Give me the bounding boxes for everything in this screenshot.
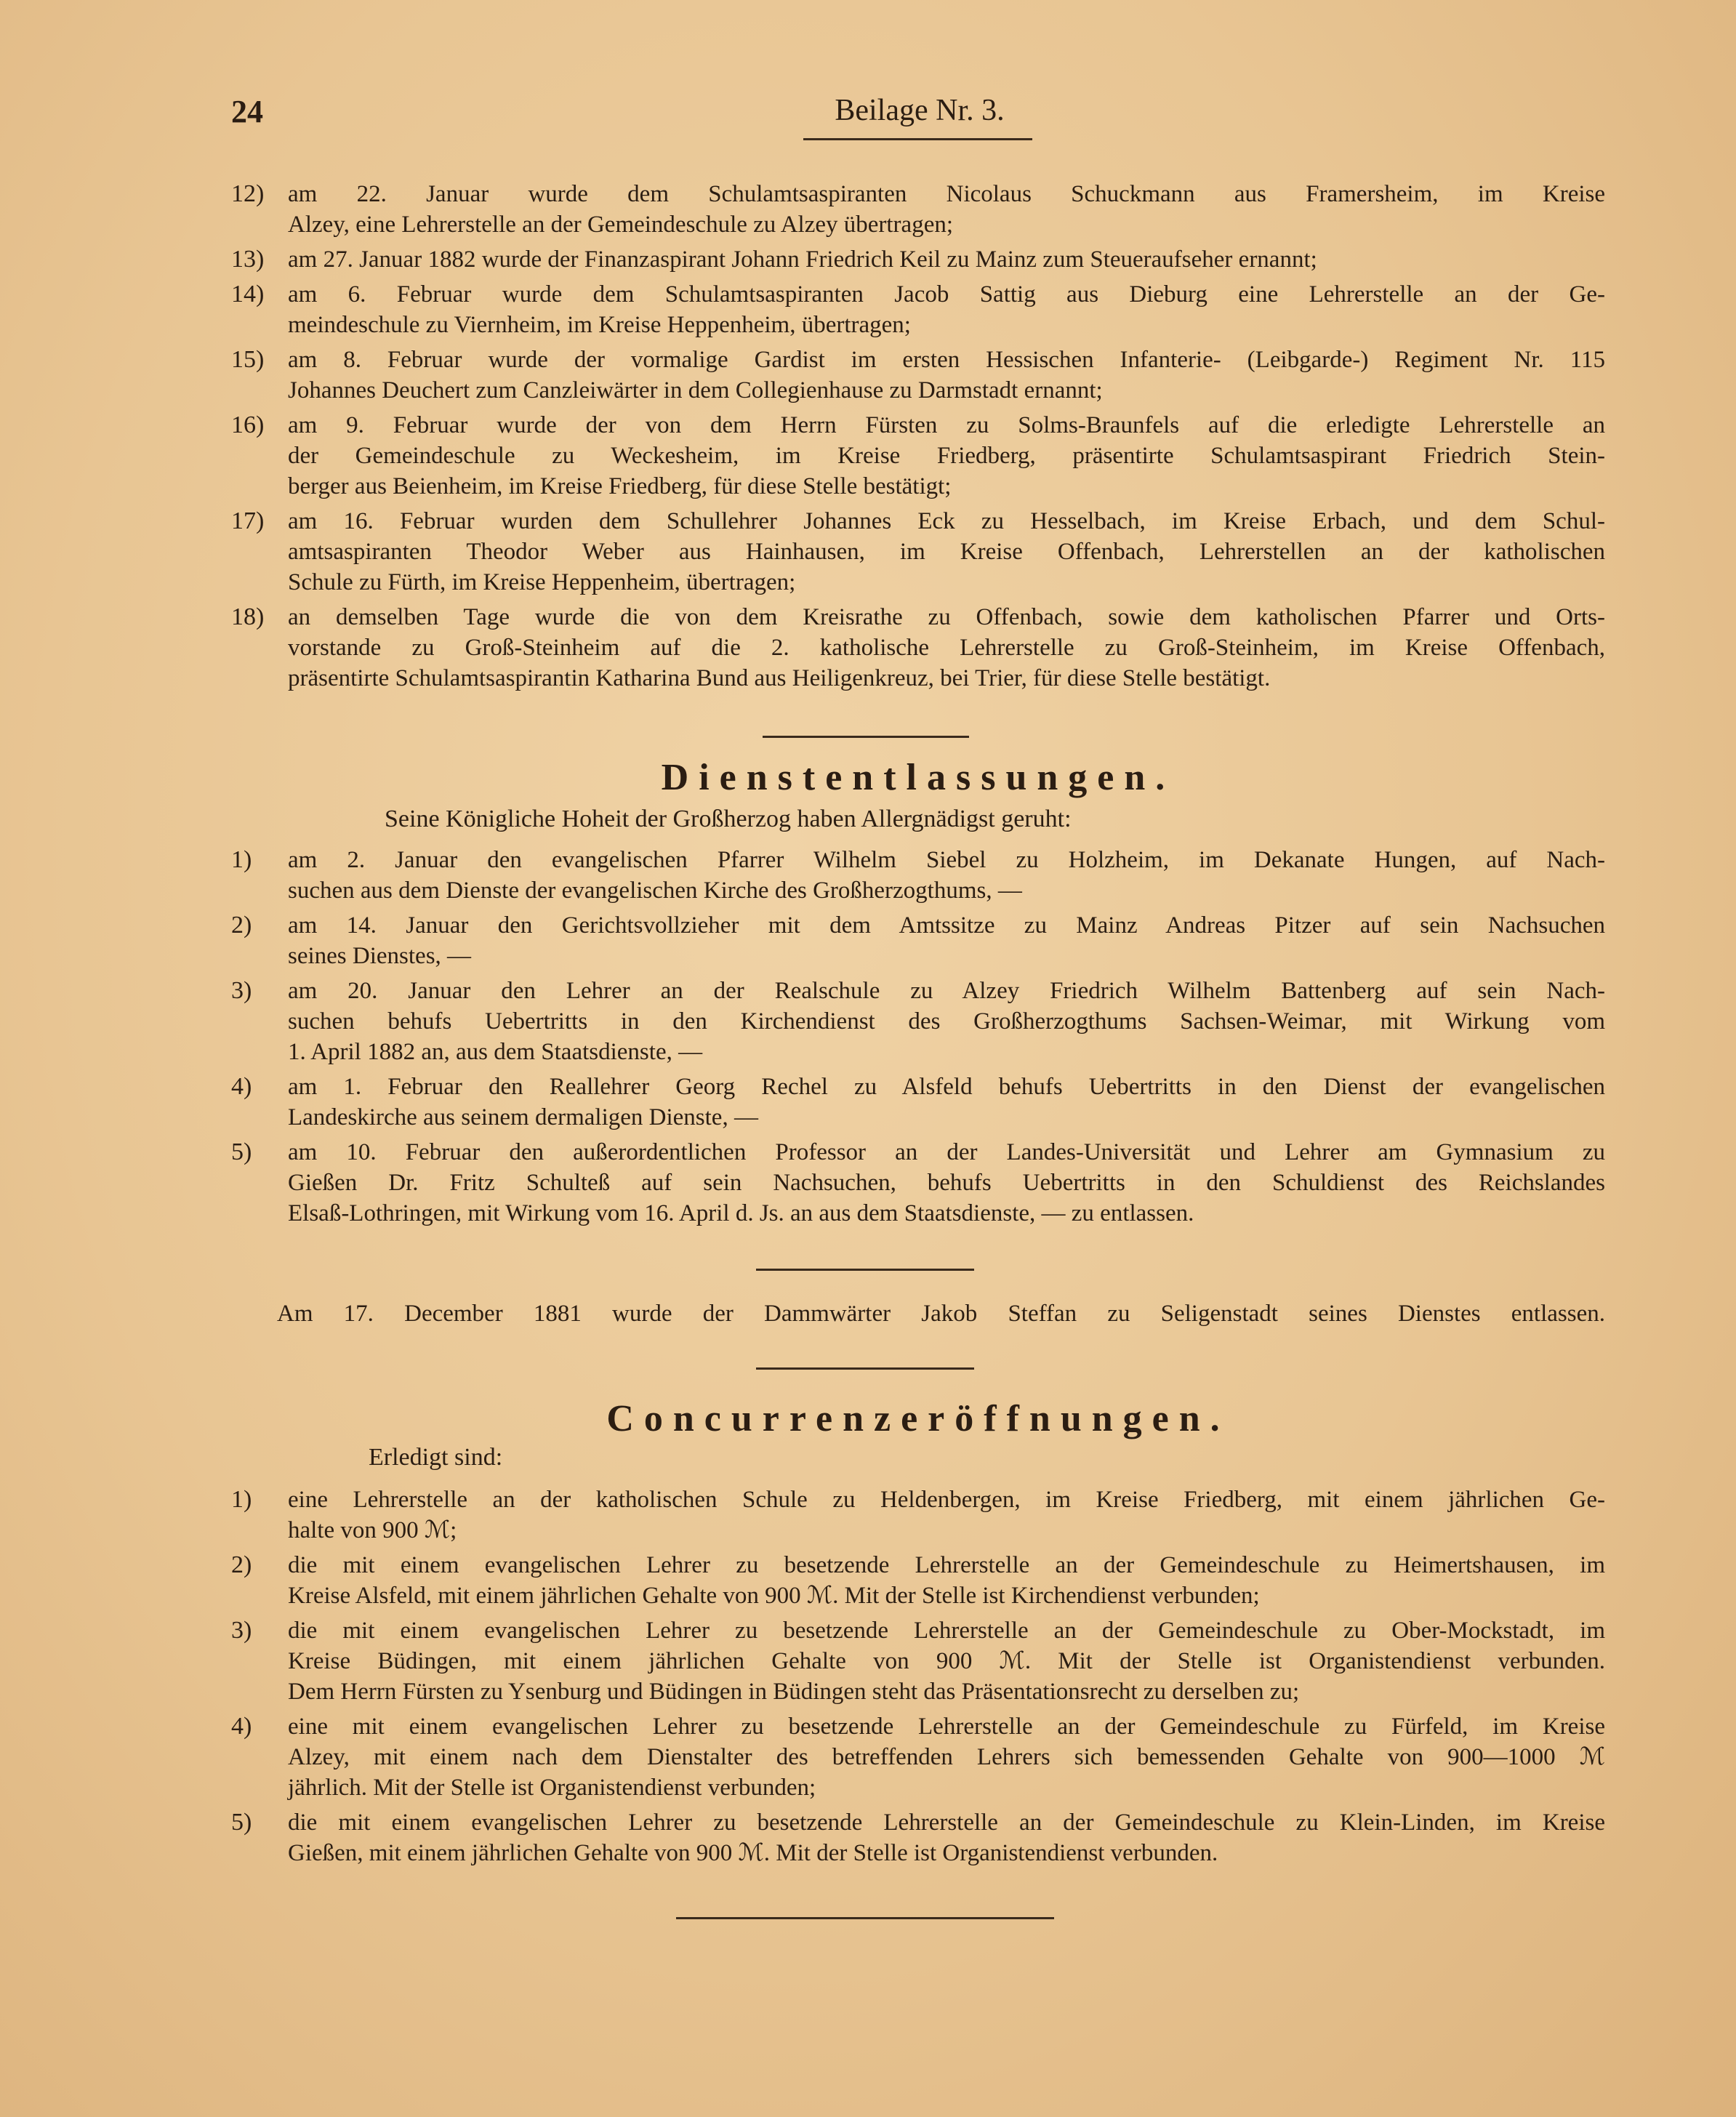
list-item bbox=[231, 1072, 1605, 1133]
text-line: die mit einem evangelischen Lehrer zu besetzende Lehrerstelle an der Gemeindeschule zu Heimertshausen, im bbox=[288, 1552, 1605, 1578]
list-item bbox=[231, 1485, 1605, 1546]
item-number: 13) bbox=[231, 246, 265, 273]
text-line: am 1. Februar den Reallehrer Georg Rechel zu Alsfeld behufs Uebertritts in den Dienst der evangelischen bbox=[288, 1074, 1605, 1100]
text-line: suchen aus dem Dienste der evangelischen Kirche des Großherzogthums, — bbox=[288, 877, 1022, 904]
item-text bbox=[288, 1485, 1605, 1546]
item-number: 18) bbox=[231, 603, 265, 630]
list-item bbox=[231, 1711, 1605, 1803]
item-number: 14) bbox=[231, 281, 265, 308]
text-line: jährlich. Mit der Stelle ist Organistendienst verbunden; bbox=[288, 1775, 816, 1801]
text-line: am 2. Januar den evangelischen Pfarrer Wilhelm Siebel zu Holzheim, im Dekanate Hungen, auf Nach- bbox=[288, 847, 1605, 873]
item-text bbox=[288, 506, 1605, 598]
vacancies-intro: Erledigt sind: bbox=[369, 1444, 503, 1471]
item-number: 1) bbox=[231, 1486, 252, 1513]
item-text bbox=[288, 1711, 1605, 1803]
item-text bbox=[288, 279, 1605, 340]
item-number: 2) bbox=[231, 1551, 252, 1578]
item-number: 1) bbox=[231, 846, 252, 873]
text-line: am 9. Februar wurde der von dem Herrn Fürsten zu Solms-Braunfels auf die erledigte Lehrerstelle an bbox=[288, 412, 1605, 438]
list-item bbox=[231, 1550, 1605, 1611]
text-line: am 10. Februar den außerordentlichen Professor an der Landes-Universität und Lehrer am Gymnasium zu bbox=[288, 1139, 1605, 1165]
item-text bbox=[288, 1807, 1605, 1868]
list-item bbox=[231, 910, 1605, 971]
list-item bbox=[231, 976, 1605, 1067]
text-line: der Gemeindeschule zu Weckesheim, im Kreise Friedberg, präsentirte Schulamtsaspirant Friedrich Stein- bbox=[288, 443, 1605, 469]
item-text bbox=[288, 910, 1605, 971]
text-line: am 6. Februar wurde dem Schulamtsaspiranten Jacob Sattig aus Dieburg eine Lehrerstelle an der Ge- bbox=[288, 281, 1605, 308]
text-line: am 14. Januar den Gerichtsvollzieher mit dem Amtssitze zu Mainz Andreas Pitzer auf sein Nachsuchen bbox=[288, 912, 1605, 939]
item-text bbox=[288, 345, 1605, 406]
text-line: 1. April 1882 an, aus dem Staatsdienste, — bbox=[288, 1039, 703, 1065]
list-item bbox=[231, 506, 1605, 598]
item-number: 17) bbox=[231, 507, 265, 534]
list-item bbox=[231, 279, 1605, 340]
page-number: 24 bbox=[231, 94, 263, 129]
text-line: eine mit einem evangelischen Lehrer zu besetzende Lehrerstelle an der Gemeindeschule zu Fürfeld, im Kreise bbox=[288, 1714, 1605, 1740]
text-line: Johannes Deuchert zum Canzleiwärter in dem Collegienhause zu Darmstadt ernannt; bbox=[288, 377, 1103, 403]
closing-rule bbox=[676, 1917, 1054, 1919]
text-line: am 20. Januar den Lehrer an der Realschule zu Alzey Friedrich Wilhelm Battenberg auf sein Nach- bbox=[288, 978, 1605, 1004]
text-line: an demselben Tage wurde die von dem Kreisrathe zu Offenbach, sowie dem katholischen Pfarrer und Orts- bbox=[288, 604, 1605, 630]
item-number: 12) bbox=[231, 180, 265, 207]
text-line: Alzey, mit einem nach dem Dienstalter des betreffenden Lehrers sich bemessenden Gehalte von 900—1000 ℳ bbox=[288, 1744, 1605, 1770]
text-line: amtsaspiranten Theodor Weber aus Hainhausen, im Kreise Offenbach, Lehrerstellen an der katholischen bbox=[288, 539, 1605, 565]
item-number: 15) bbox=[231, 346, 265, 373]
section-divider bbox=[756, 1269, 974, 1271]
text-line: am 22. Januar wurde dem Schulamtsaspiranten Nicolaus Schuckmann aus Framersheim, im Kreise bbox=[288, 181, 1605, 207]
item-number: 5) bbox=[231, 1138, 252, 1165]
section-heading-dismissals: Dienstentlassungen. bbox=[661, 757, 1176, 798]
text-line: Elsaß-Lothringen, mit Wirkung vom 16. April d. Js. an aus dem Staatsdienste, — zu entlassen. bbox=[288, 1200, 1194, 1226]
item-text bbox=[288, 410, 1605, 502]
text-line: Kreise Büdingen, mit einem jährlichen Gehalte von 900 ℳ. Mit der Stelle ist Organistendienst verbunden. bbox=[288, 1648, 1605, 1674]
dismissal-note: Am 17. December 1881 wurde der Dammwärter Jakob Steffan zu Seligenstadt seines Dienstes entlassen. bbox=[277, 1301, 1605, 1327]
dismissals-list bbox=[231, 840, 1605, 1229]
text-line: Dem Herrn Fürsten zu Ysenburg und Büdingen in Büdingen steht das Präsentationsrecht zu derselben zu; bbox=[288, 1679, 1300, 1705]
text-line: am 16. Februar wurden dem Schullehrer Johannes Eck zu Hesselbach, im Kreise Erbach, und dem Schul- bbox=[288, 508, 1605, 534]
list-item bbox=[231, 179, 1605, 240]
item-number: 4) bbox=[231, 1713, 252, 1740]
item-text bbox=[288, 244, 1605, 275]
list-item bbox=[231, 345, 1605, 406]
item-number: 3) bbox=[231, 977, 252, 1004]
list-item bbox=[231, 602, 1605, 694]
item-text bbox=[288, 179, 1605, 240]
text-line: vorstande zu Groß-Steinheim auf die 2. katholische Lehrerstelle zu Groß-Steinheim, im Kreise Offenbach, bbox=[288, 635, 1605, 661]
item-number: 2) bbox=[231, 912, 252, 939]
vacancies-list bbox=[231, 1480, 1605, 1868]
text-line: Landeskirche aus seinem dermaligen Dienste, — bbox=[288, 1104, 758, 1130]
text-line: am 8. Februar wurde der vormalige Gardist im ersten Hessischen Infanterie- (Leibgarde-) Regiment Nr. 115 bbox=[288, 347, 1605, 373]
item-text bbox=[288, 602, 1605, 694]
text-line: Gießen Dr. Fritz Schulteß auf sein Nachsuchen, behufs Uebertritts in den Schuldienst des Reichslandes bbox=[288, 1170, 1605, 1196]
text-line: am 27. Januar 1882 wurde der Finanzaspirant Johann Friedrich Keil zu Mainz zum Steueraufseher ernannt; bbox=[288, 246, 1317, 273]
item-number: 4) bbox=[231, 1073, 252, 1100]
text-line: die mit einem evangelischen Lehrer zu besetzende Lehrerstelle an der Gemeindeschule zu Klein-Linden, im Kreise bbox=[288, 1809, 1605, 1836]
appointments-list bbox=[231, 174, 1605, 694]
text-line: meindeschule zu Viernheim, im Kreise Heppenheim, übertragen; bbox=[288, 312, 911, 338]
text-line: Gießen, mit einem jährlichen Gehalte von 900 ℳ. Mit der Stelle ist Organistendienst verbunden. bbox=[288, 1840, 1218, 1866]
text-line: Kreise Alsfeld, mit einem jährlichen Gehalte von 900 ℳ. Mit der Stelle ist Kirchendienst verbunden; bbox=[288, 1583, 1260, 1609]
item-number: 3) bbox=[231, 1617, 252, 1644]
dismissals-intro: Seine Königliche Hoheit der Großherzog haben Allergnädigst geruht: bbox=[385, 806, 1072, 832]
item-text bbox=[288, 1137, 1605, 1229]
section-heading-vacancies: Concurrenzeröffnungen. bbox=[606, 1398, 1230, 1439]
list-item bbox=[231, 410, 1605, 502]
list-item bbox=[231, 1615, 1605, 1707]
text-line: halte von 900 ℳ; bbox=[288, 1517, 457, 1543]
running-header: Beilage Nr. 3. bbox=[835, 94, 1005, 127]
list-item bbox=[231, 845, 1605, 906]
item-number: 16) bbox=[231, 411, 265, 438]
text-line: berger aus Beienheim, im Kreise Friedberg, für diese Stelle bestätigt; bbox=[288, 473, 952, 499]
item-text bbox=[288, 845, 1605, 906]
text-line: die mit einem evangelischen Lehrer zu besetzende Lehrerstelle an der Gemeindeschule zu Ober-Mockstadt, im bbox=[288, 1618, 1605, 1644]
item-text bbox=[288, 1550, 1605, 1611]
list-item bbox=[231, 244, 1605, 275]
item-number: 5) bbox=[231, 1809, 252, 1836]
text-line: Schule zu Fürth, im Kreise Heppenheim, übertragen; bbox=[288, 569, 796, 595]
header-rule bbox=[803, 138, 1032, 140]
item-text bbox=[288, 976, 1605, 1067]
text-line: Alzey, eine Lehrerstelle an der Gemeindeschule zu Alzey übertragen; bbox=[288, 212, 954, 238]
text-line: eine Lehrerstelle an der katholischen Schule zu Heldenbergen, im Kreise Friedberg, mit einem jährlichen Ge- bbox=[288, 1487, 1605, 1513]
section-divider bbox=[756, 1367, 974, 1370]
list-item bbox=[231, 1137, 1605, 1229]
section-divider bbox=[763, 736, 969, 738]
list-item bbox=[231, 1807, 1605, 1868]
text-line: präsentirte Schulamtsaspirantin Katharina Bund aus Heiligenkreuz, bei Trier, für diese Stelle bestätigt. bbox=[288, 665, 1271, 691]
text-line: seines Dienstes, — bbox=[288, 943, 472, 969]
text-line: suchen behufs Uebertritts in den Kirchendienst des Großherzogthums Sachsen-Weimar, mit Wirkung vom bbox=[288, 1008, 1605, 1035]
item-text bbox=[288, 1072, 1605, 1133]
item-text bbox=[288, 1615, 1605, 1707]
